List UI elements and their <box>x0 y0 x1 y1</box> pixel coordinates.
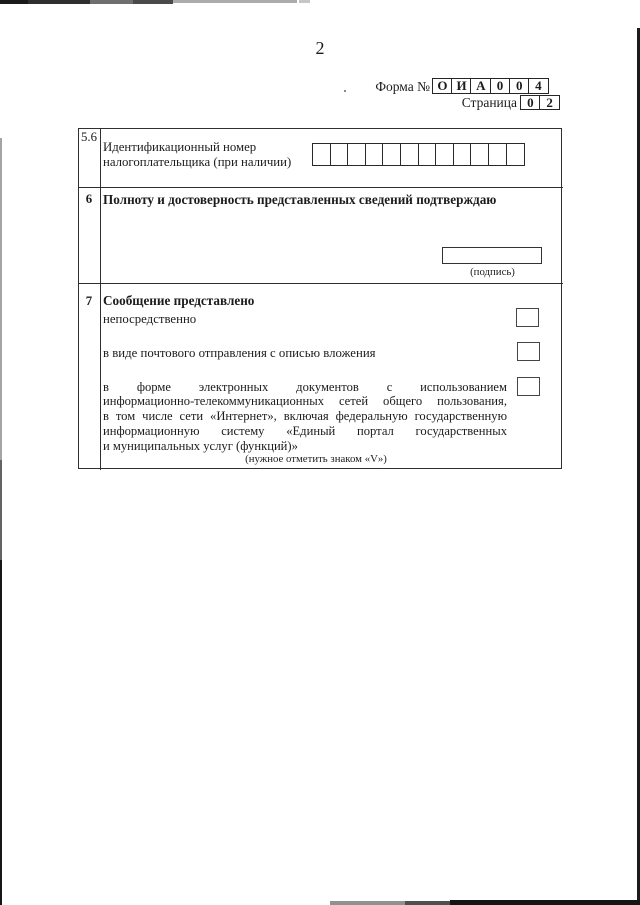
paragraph-line: информационно-телекоммуникационных сетей общего пользования, <box>103 394 507 409</box>
option-mail-label: в виде почтового отправления с описью вложения <box>103 346 376 360</box>
checkbox-direct[interactable] <box>516 308 539 327</box>
form-number-cells <box>432 78 549 94</box>
section-7-number: 7 <box>85 293 93 308</box>
option-electronic-paragraph <box>103 380 507 455</box>
page-row-label: Страница <box>461 95 517 110</box>
signature-caption: (подпись) <box>470 266 515 278</box>
section-5-6-number: 5.6 <box>81 130 97 144</box>
form-number-cell: А <box>470 78 491 94</box>
checkbox-mail[interactable] <box>517 342 540 361</box>
inn-cell[interactable] <box>488 143 507 167</box>
inn-cell[interactable] <box>312 143 331 167</box>
inn-input-cells[interactable] <box>312 143 525 167</box>
paragraph-line: и муниципальных услуг (функций)» <box>103 439 298 454</box>
scan-artifact-bottom-1 <box>330 901 405 905</box>
page-number: 2 <box>315 38 325 58</box>
scan-artifact-bottom-3 <box>450 900 640 905</box>
option-direct-label: непосредственно <box>103 311 197 326</box>
inn-cell[interactable] <box>347 143 366 167</box>
page-number-cell: 0 <box>520 95 541 110</box>
form-number-label: Форма № <box>375 79 430 94</box>
scan-artifact-top-1 <box>0 0 28 4</box>
row-divider-2 <box>78 283 563 284</box>
scan-artifact-left-2 <box>0 460 2 560</box>
scan-artifact-top-6 <box>299 0 310 3</box>
signature-box[interactable] <box>442 247 542 264</box>
scan-artifact-top-5 <box>173 0 297 3</box>
scan-artifact-left-3 <box>0 560 2 905</box>
inn-cell[interactable] <box>418 143 437 167</box>
inn-cell[interactable] <box>400 143 419 167</box>
form-number-cell: 4 <box>528 78 549 94</box>
checkbox-electronic[interactable] <box>517 377 540 396</box>
inn-label-line2: налогоплательщика (при наличии) <box>103 155 292 169</box>
mark-instruction: (нужное отметить знаком «V») <box>245 453 387 465</box>
inn-cell[interactable] <box>470 143 489 167</box>
section-7-title: Сообщение представлено <box>103 292 255 308</box>
scan-artifact-bottom-2 <box>405 901 450 905</box>
form-number-cell: О <box>432 78 453 94</box>
scan-artifact-top-3 <box>90 0 133 4</box>
inn-cell[interactable] <box>382 143 401 167</box>
scan-artifact-left-1 <box>0 138 2 460</box>
paragraph-line: в том числе сети «Интернет», включая федеральную государственную <box>103 409 507 424</box>
inn-cell[interactable] <box>435 143 454 167</box>
page-number-cell: 2 <box>539 95 560 110</box>
table-number-column-divider <box>100 128 101 470</box>
paragraph-line: информационную систему «Единый портал государственных <box>103 424 507 439</box>
row-divider-1 <box>78 187 563 188</box>
form-number-cell: И <box>451 78 472 94</box>
inn-cell[interactable] <box>330 143 349 167</box>
section-6-number: 6 <box>85 191 93 206</box>
form-number-cell: 0 <box>509 78 530 94</box>
inn-cell[interactable] <box>506 143 525 167</box>
inn-label-line1: Идентификационный номер <box>103 139 257 154</box>
scan-artifact-top-4 <box>133 0 173 4</box>
inn-cell[interactable] <box>365 143 384 167</box>
inn-cell[interactable] <box>453 143 472 167</box>
paragraph-line: в форме электронных документов с использованием <box>103 379 507 394</box>
form-number-cell: 0 <box>490 78 511 94</box>
scan-artifact-top-2 <box>28 0 90 4</box>
section-6-title: Полноту и достоверность представленных сведений подтверждаю <box>103 191 497 207</box>
page-number-cells <box>520 95 560 110</box>
